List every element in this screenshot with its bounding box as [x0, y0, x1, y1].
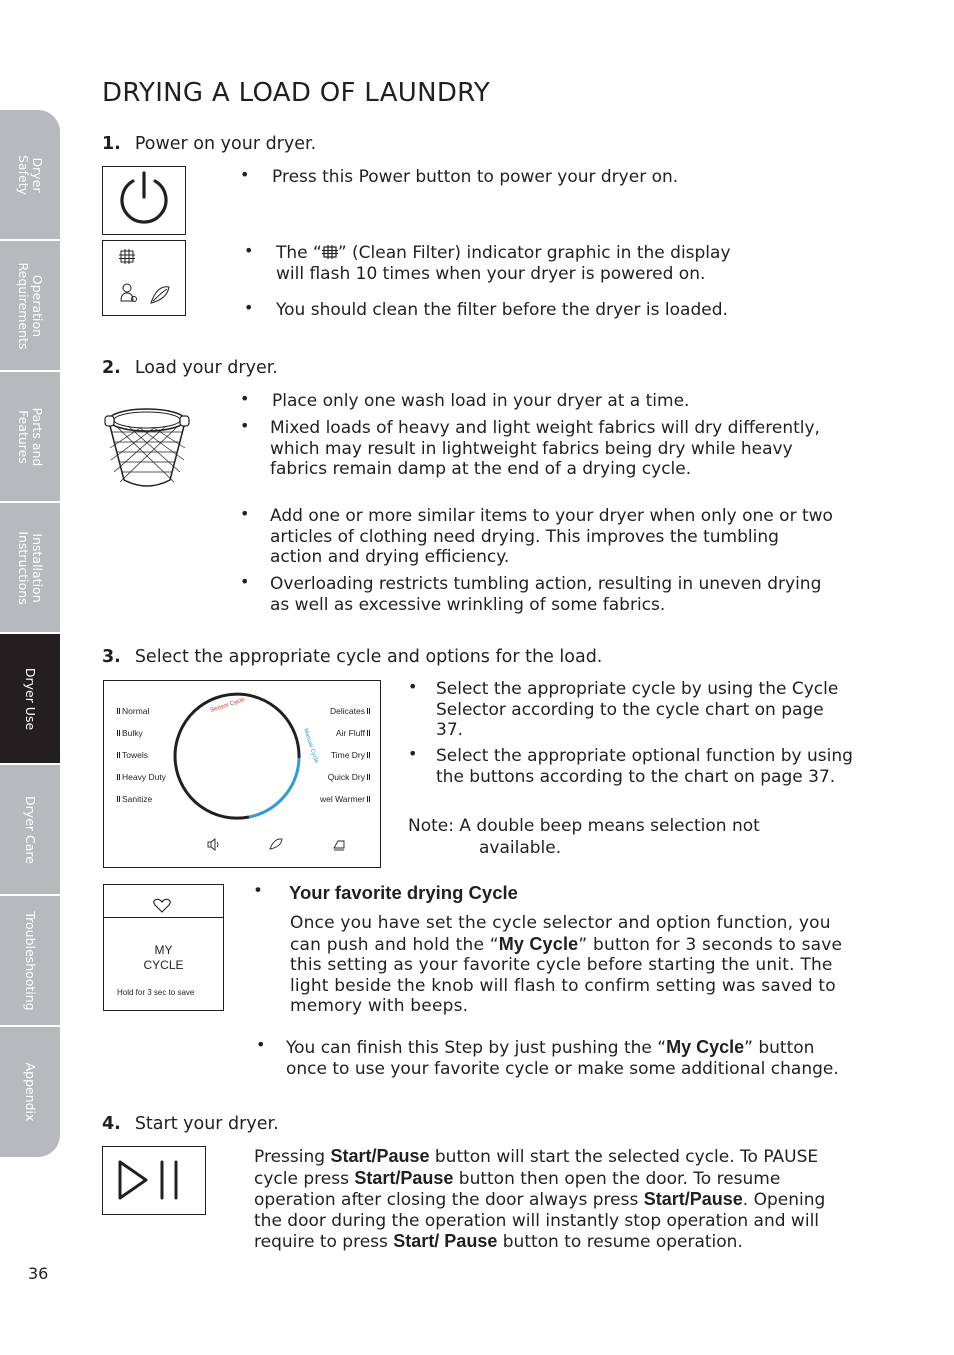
power-button-panel: [102, 166, 186, 235]
step-2-heading: 2. Load your dryer.: [102, 358, 278, 378]
cycle-towels: Towels: [122, 750, 148, 760]
cycle-towel-warmer: wel Warmer: [319, 794, 365, 804]
cycle-selector-panel: [103, 680, 381, 868]
step1-bullet-2: • The “ ” (Clean Filter) indicator graphic in the display will flash 10 times when your dryer is powered on.: [244, 241, 731, 284]
wrinkle-care-icon: [270, 839, 282, 849]
cycle-normal: Normal: [122, 706, 150, 716]
cycle-heavy-duty: Heavy Duty: [122, 772, 166, 782]
cycle-time-dry: Time Dry: [330, 750, 365, 760]
laundry-basket-icon: [104, 402, 190, 492]
step-3-heading: 3. Select the appropriate cycle and options for the load.: [102, 647, 603, 667]
tab-troubleshooting[interactable]: Troubleshooting: [0, 896, 60, 1027]
page-title: DRYING A LOAD OF LAUNDRY: [102, 78, 491, 108]
step4-paragraph: Pressing Start/Pause button will start the selected cycle. To PAUSE cycle press Start/Pause button then open the door. To resume operation after closing the door always press Start/Pause. Opening the door during the operation will instantly stop operation and will require to press Start/ Pause button to resume operation.: [254, 1146, 826, 1252]
clean-filter-icon: [322, 245, 338, 259]
cycle-delicates: Delicates: [330, 706, 365, 716]
step2-bullet-1: • Place only one wash load in your dryer at a time.: [240, 389, 690, 411]
cycle-quick-dry: Quick Dry: [327, 772, 365, 782]
dry-level-icon: [334, 841, 344, 850]
my-cycle-label: MY CYCLE: [143, 943, 184, 972]
play-pause-icon: [103, 1147, 204, 1213]
favorite-heading: • Your favorite drying Cycle: [255, 880, 518, 903]
power-icon: [103, 167, 184, 233]
buzzer-icon: [208, 839, 218, 850]
step3-bullet-1: • Select the appropriate cycle by using the Cycle Selector according to the cycle chart on page 37.: [408, 677, 839, 740]
heart-icon: [152, 898, 172, 914]
tab-dryer-use[interactable]: Dryer Use: [0, 634, 60, 765]
display-panel: [102, 240, 186, 316]
step3-bullet-2: • Select the appropriate optional function by using the buttons according to the chart on page 37.: [408, 744, 853, 787]
step1-bullet-1: • Press this Power button to power your dryer on.: [240, 165, 679, 187]
page-number: 36: [28, 1264, 49, 1283]
tab-dryer-care[interactable]: Dryer Care: [0, 765, 60, 896]
tab-installation-instructions[interactable]: Installation Instructions: [0, 503, 60, 634]
step2-bullet-4: • Overloading restricts tumbling action, resulting in uneven drying as well as excessive wrinkling of some fabrics.: [240, 572, 822, 615]
clean-filter-icon: [119, 249, 135, 264]
tab-operation-requirements[interactable]: Operation Requirements: [0, 241, 60, 372]
step2-bullet-2: • Mixed loads of heavy and light weight fabrics will dry differently, which may result in lightweight fabrics being dry while heavy fabrics remain damp at the end of a drying cycle.: [240, 416, 820, 479]
manual-cycle-label: Manual Cycle: [302, 727, 320, 765]
tab-parts-and-features[interactable]: Parts and Features: [0, 372, 60, 503]
child-lock-icon: [121, 284, 137, 302]
tab-appendix[interactable]: Appendix: [0, 1027, 60, 1157]
wrinkle-care-icon: [151, 287, 169, 303]
cycle-bulky: Bulky: [122, 728, 143, 738]
cycle-sanitize: Sanitize: [122, 794, 153, 804]
favorite-paragraph: Once you have set the cycle selector and option function, you can push and hold the “My Cycle” button for 3 seconds to save this setting as your favorite cycle before starting the unit. The light beside the knob will flash to confirm setting was saved to memory with beeps.: [290, 913, 843, 1016]
side-tab-nav: [0, 110, 60, 1157]
sensor-cycle-label: Sensor Cycle: [209, 697, 246, 714]
display-graphic: [103, 241, 184, 314]
tab-dryer-safety[interactable]: Dryer Safety: [0, 110, 60, 241]
step1-bullet-3: • You should clean the filter before the dryer is loaded.: [244, 298, 728, 320]
step2-bullet-3: • Add one or more similar items to your dryer when only one or two articles of clothing need drying. This improves the tumbling action and drying efficiency.: [240, 504, 833, 567]
start-pause-panel: [102, 1146, 206, 1215]
step3-note: Note: A double beep means selection not: [408, 816, 760, 836]
my-cycle-panel: [103, 884, 224, 1011]
hold-to-save-label: Hold for 3 sec to save: [117, 988, 195, 997]
step-1-heading: 1. Power on your dryer.: [102, 134, 317, 154]
step-4-heading: 4. Start your dryer.: [102, 1114, 279, 1134]
favorite-bullet-2: • You can finish this Step by just pushing the “My Cycle” button once to use your favorite cycle or make some additional change.: [256, 1035, 839, 1079]
step3-note-line2: available.: [479, 838, 562, 858]
cycle-air-fluff: Air Fluff: [335, 728, 365, 738]
